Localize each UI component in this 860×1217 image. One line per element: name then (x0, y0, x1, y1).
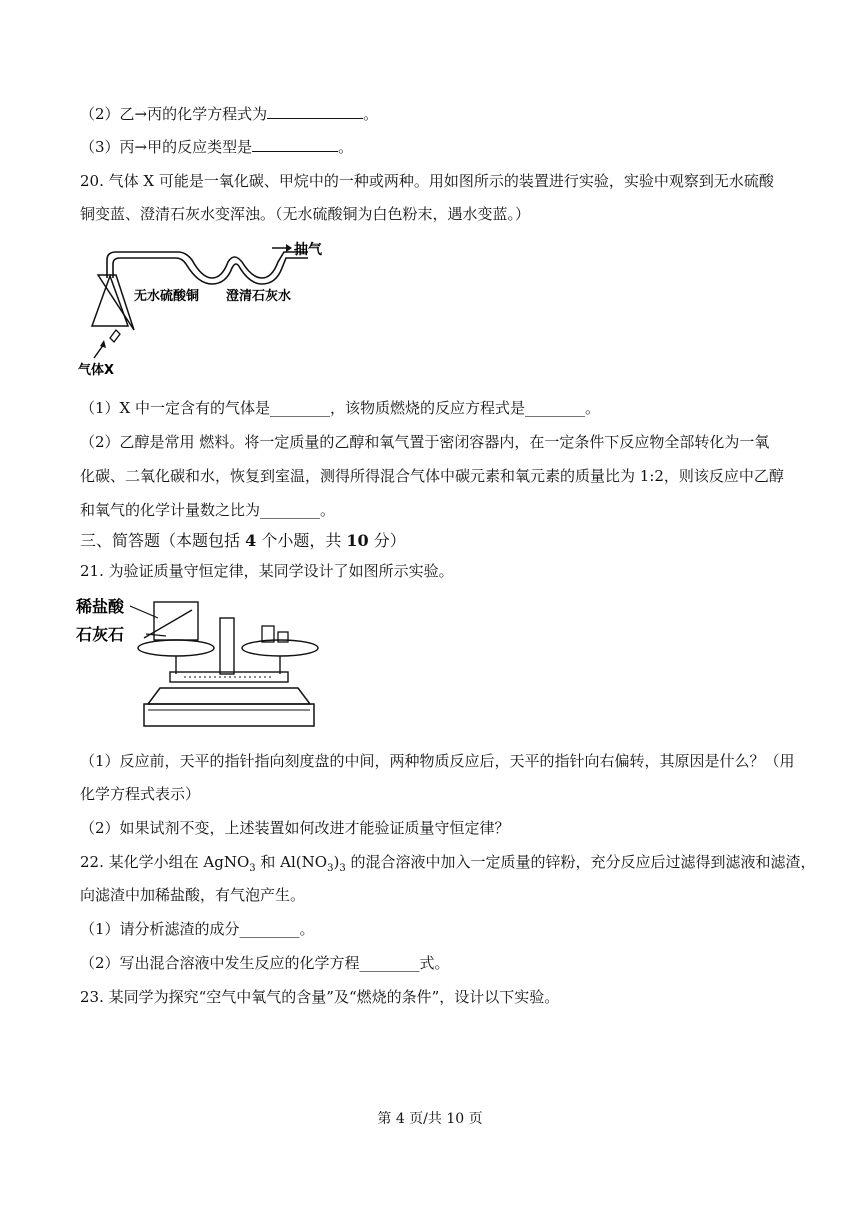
subscript: 3 (249, 863, 256, 874)
gas-apparatus-figure (76, 238, 336, 383)
q22-stem-line1 (80, 852, 815, 879)
q22-part: 22. 某化学小组在 AgNO (80, 853, 250, 871)
sec3-part: 三、简答题（本题包括 (80, 531, 246, 550)
q20-sub2-line3: 和氧气的化学计量数之比为________。 (80, 501, 336, 519)
q22-part: 的混合溶液中加入一定质量的锌粉，充分反应后过滤得到滤液和滤渣， (345, 853, 816, 871)
sec3-score: 10 (346, 531, 369, 550)
center-pillar (220, 618, 234, 674)
q22-part: ) (333, 853, 340, 871)
label-cuso4: 无水硫酸铜 (134, 289, 200, 304)
tube-in-beaker (144, 610, 192, 638)
gas-arrow-head (100, 340, 106, 348)
subscript: 3 (339, 863, 346, 874)
q20-stem-line2: 铜变蓝、澄清石灰水变浑浊。（无水硫酸铜为白色粉末，遇水变蓝。） (80, 205, 531, 223)
balance-foot (144, 704, 314, 726)
label-acid: 稀盐酸 (76, 597, 125, 616)
q20-stem-line1: 20. 气体 X 可能是一氧化碳、甲烷中的一种或两种。用如图所示的装置进行实验，实验中观察到无水硫酸 (80, 172, 774, 190)
q19-2-text: （2）乙→丙的化学方程式为 (80, 105, 268, 123)
subscript: 3 (327, 863, 334, 874)
q19-3-end: 。 (338, 138, 354, 156)
q20-sub2-line1: （2）乙醇是常用 燃料。将一定质量的乙醇和氧气置于密闭容器内，在一定条件下反应物全部转化为一氧 (80, 433, 770, 451)
beaker (154, 602, 198, 640)
q22-part: 和 Al(NO (255, 853, 328, 871)
q21-stem: 21. 为验证质量守恒定律，某同学设计了如图所示实验。 (80, 562, 454, 580)
answer-blank (252, 137, 338, 152)
q19-3-text: （3）丙→甲的反应类型是 (80, 138, 253, 156)
balance-figure (74, 592, 324, 732)
section-3-heading (80, 531, 406, 551)
q22-sub2: （2）写出混合溶液中发生反应的化学方程________式。 (80, 954, 450, 972)
q20-sub2-line2: 化碳、二氧化碳和水，恢复到室温，测得所得混合气体中碳元素和氧元素的质量比为 1:2，则该反应中乙醇 (80, 467, 784, 485)
balance-base (148, 688, 310, 704)
q22-stem-line2: 向滤渣中加稀盐酸，有气泡产生。 (80, 886, 306, 904)
gas-nozzle (110, 330, 120, 342)
page-footer: 第 4 页/共 10 页 (377, 1111, 483, 1127)
label-gas: 气体X (78, 363, 115, 378)
label-limestone: 石灰石 (76, 625, 125, 644)
q20-sub1: （1）X 中一定含有的气体是________，该物质燃烧的反应方程式是________。 (80, 399, 600, 417)
q22-sub1: （1）请分析滤渣的成分________。 (80, 920, 315, 938)
q21-sub1-line1: （1）反应前，天平的指针指向刻度盘的中间，两种物质反应后，天平的指针向右偏转，其原因是什么？（用 (80, 752, 795, 770)
funnel-shape (98, 275, 134, 330)
sec3-part: 分） (368, 531, 406, 550)
q23-stem: 23. 某同学为探究“空气中氧气的含量”及“燃烧的条件”，设计以下实验。 (80, 988, 560, 1006)
line-q19-2 (80, 104, 378, 124)
sec3-part: 个小题，共 (256, 531, 347, 550)
left-pan (138, 640, 214, 656)
q21-sub2: （2）如果试剂不变，上述装置如何改进才能验证质量守恒定律？ (80, 819, 510, 837)
label-pump: 抽气 (294, 242, 322, 258)
answer-blank (267, 104, 363, 119)
q19-2-end: 。 (363, 105, 379, 123)
funnel-outline (92, 276, 128, 326)
label-limewater: 澄清石灰水 (226, 289, 292, 304)
glass-tube (107, 252, 308, 278)
line-q19-3 (80, 137, 353, 157)
sec3-count: 4 (245, 531, 257, 550)
pump-arrow-head (286, 244, 292, 252)
q21-sub1-line2: 化学方程式表示） (80, 785, 201, 803)
